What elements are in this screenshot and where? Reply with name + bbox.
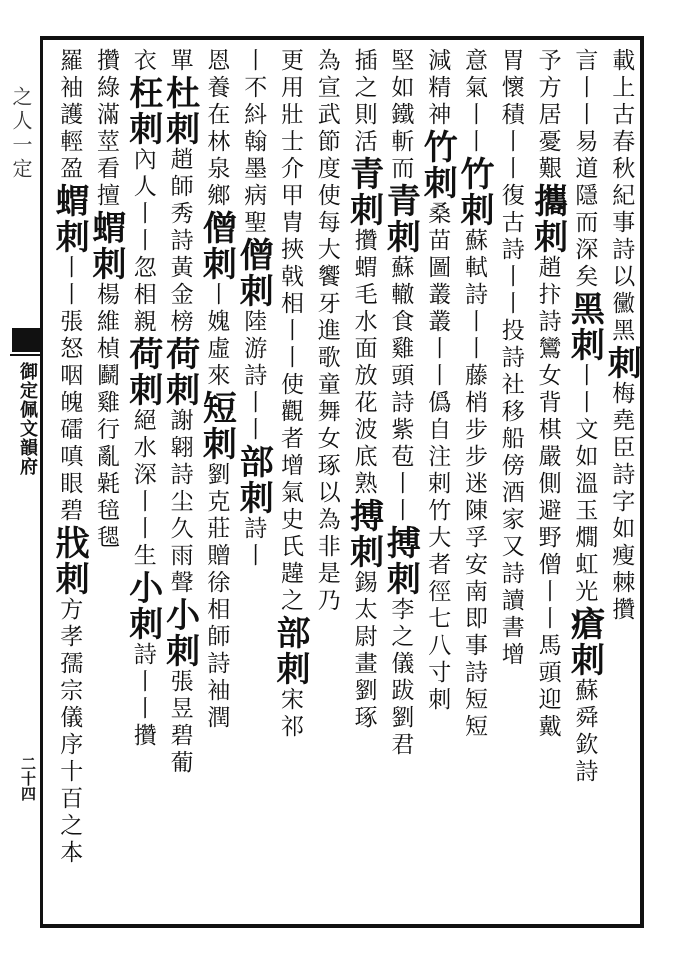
text-segment: 宋祁 [277, 687, 303, 741]
text-segment: 單 [166, 48, 193, 75]
headword: 蝟 [86, 210, 126, 246]
text-segment: 趙師秀詩黃金榜 [166, 147, 193, 336]
text-segment: 詩丨丨攢 [129, 642, 156, 750]
page-margin-strip [4, 36, 40, 928]
headword: 刺 [49, 219, 90, 255]
headword: 刺 [380, 219, 421, 255]
text-column [49, 48, 90, 867]
text-segment: 丨丨文如溫玉燗虹光 [571, 363, 598, 606]
text-segment: 蘇軾詩丨丨藤梢步步迷陳孚安南即事詩短短 [461, 228, 487, 741]
text-segment: 言丨丨易道隱而深矣 [571, 48, 598, 291]
left-frame-rule [40, 36, 43, 928]
headword: 刺 [601, 345, 642, 381]
text-column [343, 48, 384, 732]
text-segment: 衣 [129, 48, 156, 75]
text-column [564, 48, 605, 786]
text-column [380, 48, 421, 759]
text-column [417, 48, 458, 714]
headword: 刺 [527, 219, 568, 255]
fishtail-mark [12, 328, 40, 352]
headword: 小 [122, 570, 163, 606]
text-column [88, 48, 124, 552]
text-segment: 劉克莊贈徐相師詩袖潤 [203, 462, 230, 732]
headword: 僧 [196, 210, 237, 246]
headword: 刺 [196, 246, 237, 282]
headword: 刺 [122, 606, 163, 642]
text-segment: 胃懷積丨丨復古詩丨丨投詩社移船傍酒家又詩讀書增 [497, 48, 524, 669]
headword: 刺 [270, 651, 310, 687]
text-segment: 內人丨丨忽相親 [129, 147, 156, 336]
text-segment: 方孝孺宗儀序十百之本 [56, 597, 83, 867]
headword: 攜 [527, 183, 568, 219]
text-segment: 張昱碧葡 [166, 669, 193, 777]
headword: 部 [233, 444, 274, 480]
headword: 荷 [122, 336, 163, 372]
text-segment: 蘇舜欽詩 [571, 678, 598, 786]
text-segment: 趙抃詩鸞女背棋嚴側避野僧丨丨馬頭迎戴 [534, 255, 561, 741]
headword: 刺 [86, 246, 126, 282]
text-column [159, 48, 200, 777]
headword: 刺 [417, 165, 458, 201]
headword: 刺 [454, 192, 494, 228]
headword: 蝟 [49, 183, 90, 219]
headword: 刺 [343, 534, 384, 570]
text-segment: 攢蝟毛水面放花波底熟 [350, 228, 377, 498]
headword: 戕 [49, 525, 90, 561]
text-segment: 羅袖護輕盈 [56, 48, 83, 183]
text-segment: 恩養在林泉鄉 [203, 48, 230, 210]
text-segment: 李之儀跋劉君 [387, 597, 414, 759]
text-segment: 載上古春秋紀事詩以 [608, 48, 635, 291]
headword: 荷 [159, 336, 200, 372]
text-segment: 更用壯士介甲胄挾戟相丨丨使觀者增氣史氏韙之 [277, 48, 303, 615]
text-column [196, 48, 237, 732]
text-segment: 陸游詩丨丨 [240, 309, 267, 444]
headword: 搏 [380, 525, 421, 561]
headword: 刺 [159, 633, 200, 669]
text-segment: 蘇轍食雞頭詩紫苞丨丨 [387, 255, 414, 525]
text-segment: 丨媿虛來 [203, 282, 230, 390]
text-segment: 意氣丨丨 [461, 48, 487, 156]
headword: 搏 [343, 498, 384, 534]
headword: 瘡 [564, 606, 605, 642]
headword: 青 [380, 183, 421, 219]
headword: 刺 [233, 273, 274, 309]
book-title: 御定佩文韻府 [17, 362, 38, 476]
text-column [309, 48, 345, 615]
text-segment: 丨丨張怒咽魄礌嗔眼碧 [56, 255, 83, 525]
headword: 刺 [564, 327, 605, 363]
text-column [122, 48, 163, 750]
text-segment: 楊維楨鬬雞行亂氉毰毸 [93, 282, 119, 552]
text-column [601, 48, 642, 624]
headword: 刺 [159, 372, 200, 408]
text-column [493, 48, 529, 669]
text-segment: 詩丨 [240, 516, 267, 570]
text-segment: 攢綠滿莖看擅 [93, 48, 119, 210]
headword: 竹 [417, 129, 458, 165]
headword: 小 [159, 597, 200, 633]
headword: 刺 [49, 561, 90, 597]
text-segment: 插之則活 [350, 48, 377, 156]
page-number: 二十四 [19, 756, 37, 801]
headword: 刺 [196, 426, 237, 462]
headword: 短 [196, 390, 237, 426]
headword: 黑 [564, 291, 605, 327]
headword: 刺 [343, 192, 384, 228]
headword: 刺 [159, 111, 200, 147]
fishtail-rule [10, 354, 42, 356]
text-segment: 桑苗圖叢叢丨丨僞自注剌竹大者徑七八寸刺 [424, 201, 451, 714]
text-segment: 梅堯臣詩字如瘦棘攢 [608, 381, 635, 624]
headword: 刺 [122, 372, 163, 408]
text-segment: 謝翶詩尘久雨聲 [166, 408, 193, 597]
text-segment: 黑 [608, 318, 635, 345]
bottom-frame-rule [40, 924, 644, 928]
text-segment: 丨不紏翰墨病聖 [240, 48, 267, 237]
text-segment: 堅如鐵斬而 [387, 48, 414, 183]
margin-fragments: 之人一定 [9, 86, 33, 182]
headword: 枉 [122, 75, 163, 111]
text-segment: 絕水深丨丨生 [129, 408, 156, 570]
text-columns [48, 48, 640, 918]
text-column [527, 48, 568, 741]
headword: 青 [343, 156, 384, 192]
text-segment: 黴 [608, 291, 635, 318]
text-segment: 錫太尉畫劉琢 [350, 570, 377, 732]
headword: 僧 [233, 237, 274, 273]
text-column [233, 48, 274, 570]
headword: 刺 [233, 480, 274, 516]
headword: 刺 [564, 642, 605, 678]
headword: 竹 [454, 156, 494, 192]
headword: 杜 [159, 75, 200, 111]
text-segment: 予方居憂艱 [534, 48, 561, 183]
text-column [272, 48, 308, 741]
headword: 部 [270, 615, 310, 651]
right-frame-rule [640, 36, 644, 928]
headword: 刺 [380, 561, 421, 597]
top-frame-rule [40, 36, 644, 40]
text-segment: 減精神 [424, 48, 451, 129]
text-segment: 為宣武節度使每大饗牙進歌童舞女琢以為非是乃 [313, 48, 340, 615]
text-column [456, 48, 492, 741]
headword: 刺 [122, 111, 163, 147]
